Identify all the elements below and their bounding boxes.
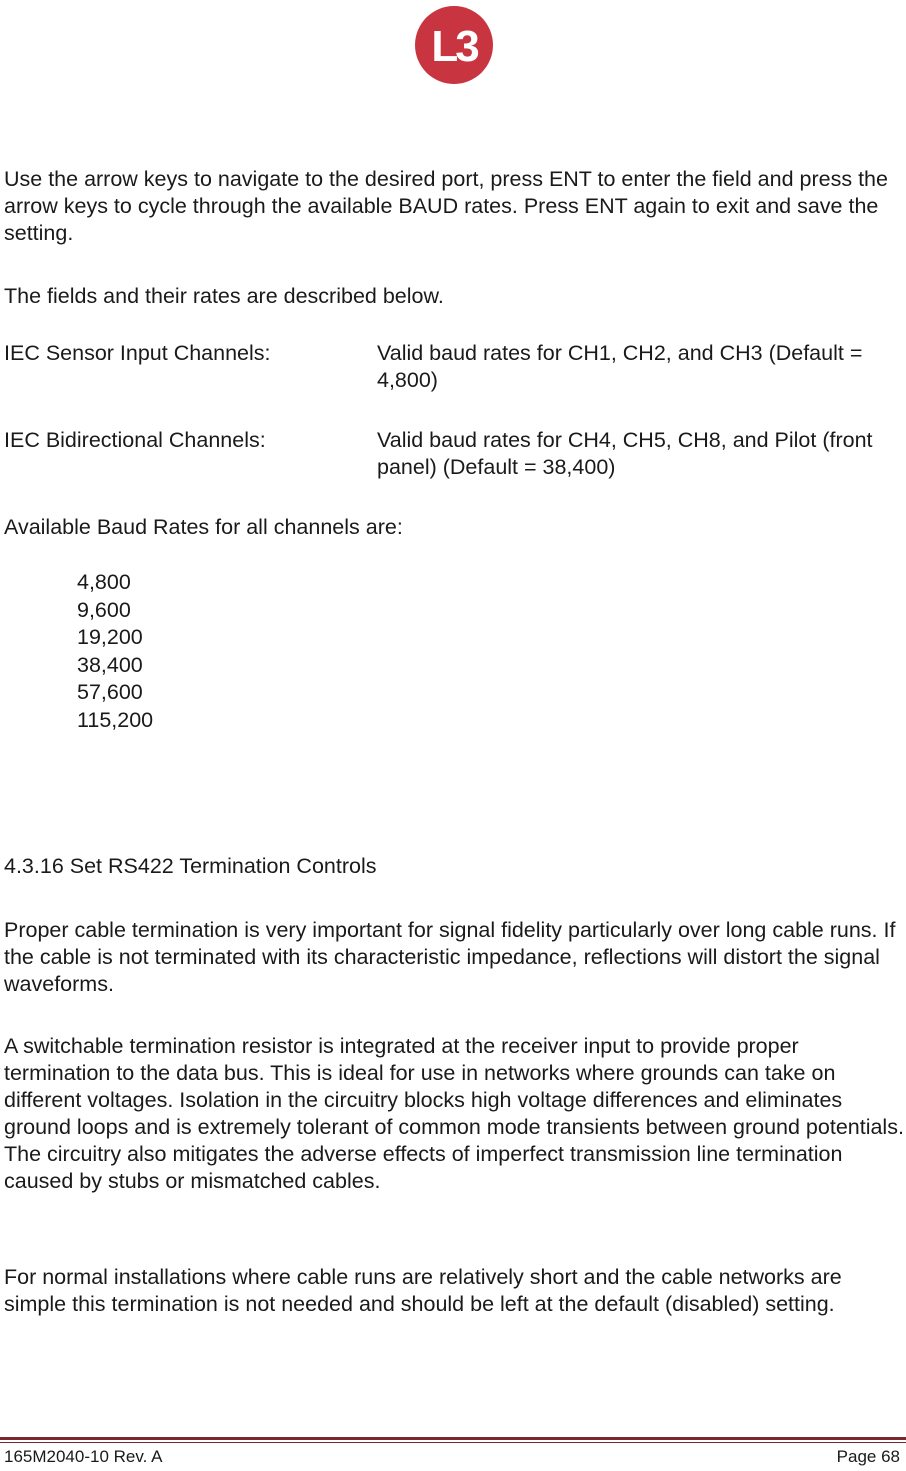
document-id: 165M2040-10 Rev. A: [4, 1447, 163, 1466]
section-paragraph-1: Proper cable termination is very important for signal fidelity particularly over long cable runs. If the cable is not terminated with its characteristic impedance, reflections will distort the signal waveforms.: [4, 918, 896, 996]
baud-rates-intro: Available Baud Rates for all channels are:: [4, 515, 403, 539]
section-paragraph-2: A switchable termination resistor is integrated at the receiver input to provide proper termination to the data bus. This is ideal for use in networks where grounds can take on different voltages. Isolation in the circuitry blocks high voltage differences and eliminates ground loops and is extremely tolerant of common mode transients between ground potentials. The circuitry also mitigates the adverse effects of imperfect transmission line termination caused by stubs or mismatched cables.: [4, 1034, 904, 1193]
intro-paragraph-1: Use the arrow keys to navigate to the desired port, press ENT to enter the field and press the arrow keys to cycle through the available BAUD rates. Press ENT again to exit and save the setting.: [4, 167, 888, 245]
baud-rate-item: 57,600: [77, 680, 143, 704]
baud-rate-item: 115,200: [77, 707, 154, 732]
channel-description: Valid baud rates for CH1, CH2, and CH3 (Default = 4,800): [377, 341, 863, 392]
baud-rate-item: 4,800: [77, 570, 131, 594]
section-paragraph-3: For normal installations where cable runs are relatively short and the cable networks are simple this termination is not needed and should be left at the default (disabled) setting.: [4, 1265, 842, 1316]
page-number: Page 68: [836, 1447, 900, 1466]
baud-rate-item: 38,400: [77, 652, 143, 677]
l3-logo: [413, 4, 495, 86]
baud-rate-list: [77, 569, 153, 734]
channel-description: Valid baud rates for CH4, CH5, CH8, and Pilot (front panel) (Default = 38,400): [377, 428, 873, 479]
footer-divider: [0, 1437, 906, 1440]
intro-paragraph-2: The fields and their rates are described below.: [4, 284, 444, 308]
baud-rate-item: 9,600: [77, 597, 131, 622]
section-heading: 4.3.16 Set RS422 Termination Controls: [4, 854, 377, 878]
baud-rate-item: 19,200: [77, 625, 143, 649]
footer-divider-thin: [0, 1442, 906, 1443]
channel-label: IEC Bidirectional Channels:: [4, 428, 266, 452]
channel-label: IEC Sensor Input Channels:: [4, 341, 271, 365]
logo-text: L3: [431, 22, 477, 71]
